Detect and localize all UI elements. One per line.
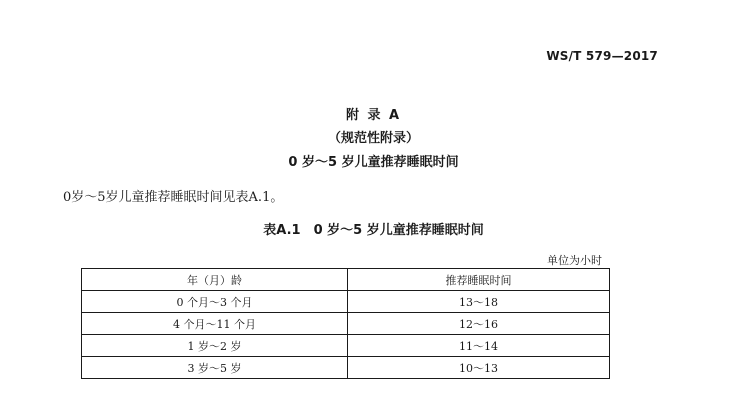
sleep-time-cell: 12～16 [348, 313, 610, 335]
sleep-time-table [81, 268, 610, 379]
appendix-label: 附 录 A [345, 108, 402, 123]
age-cell: 4 个月～11 个月 [82, 313, 348, 335]
age-cell: 1 岁～2 岁 [82, 335, 348, 357]
table-header-row [82, 269, 610, 291]
header-cell-sleep-time: 推荐睡眠时间 [348, 269, 610, 291]
table-row [82, 291, 610, 313]
appendix-heading [0, 106, 747, 173]
appendix-nature: （规范性附录） [327, 131, 419, 146]
standard-code: WS/T 579—2017 [546, 49, 658, 63]
table-row [82, 335, 610, 357]
table-caption: 表A.1 0 岁～5 岁儿童推荐睡眠时间 [263, 223, 484, 238]
body-paragraph: 0岁～5岁儿童推荐睡眠时间见表A.1。 [63, 190, 284, 205]
age-cell: 0 个月～3 个月 [82, 291, 348, 313]
sleep-time-cell: 13～18 [348, 291, 610, 313]
unit-note: 单位为小时 [547, 254, 602, 267]
table-row [82, 357, 610, 379]
header-cell-age: 年（月）龄 [82, 269, 348, 291]
sleep-time-cell: 11～14 [348, 335, 610, 357]
sleep-time-cell: 10～13 [348, 357, 610, 379]
table-row [82, 313, 610, 335]
appendix-title: 0 岁～5 岁儿童推荐睡眠时间 [288, 155, 459, 170]
age-cell: 3 岁～5 岁 [82, 357, 348, 379]
